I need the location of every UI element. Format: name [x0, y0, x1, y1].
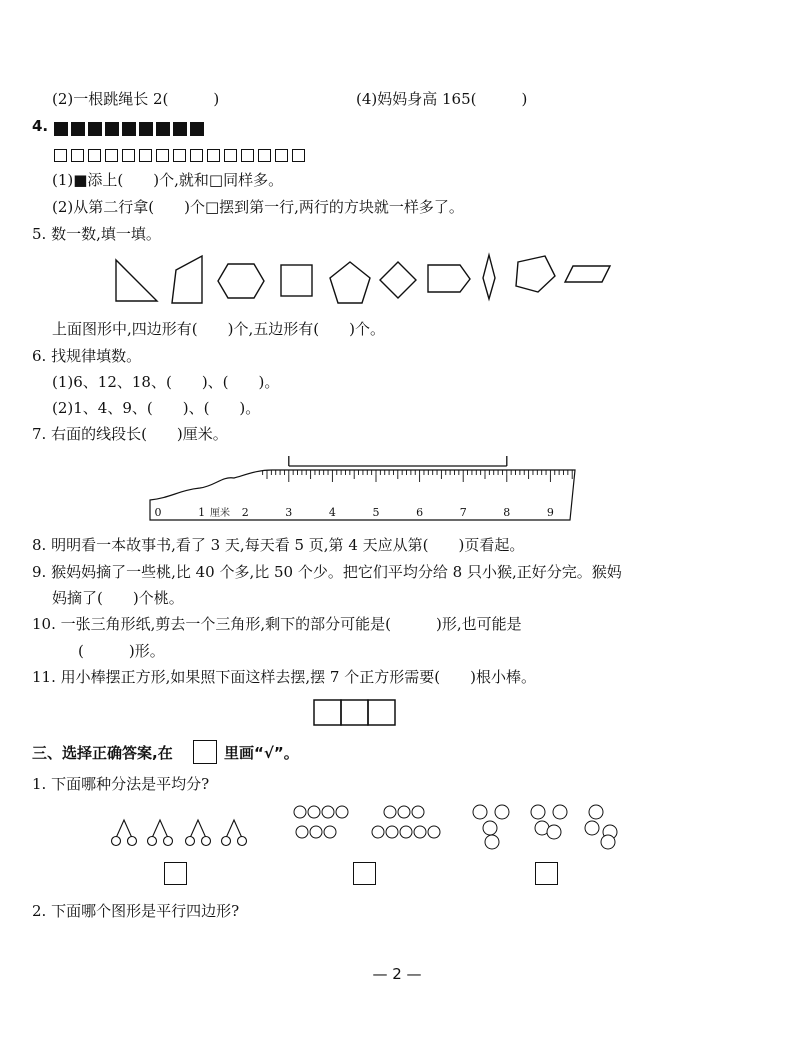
q3-item2: (2)一根跳绳长 2( )	[52, 90, 220, 108]
q11-text: 11. 用小棒摆正方形,如果照下面这样去摆,摆 7 个正方形需要( )根小棒。	[32, 668, 536, 686]
ruler-unit-label: 厘米	[210, 508, 230, 519]
q5-prompt: 5. 数一数,填一填。	[32, 225, 161, 243]
q9-line2: 妈摘了( )个桃。	[52, 589, 184, 607]
strawberries-icon	[294, 806, 440, 838]
page-number: — 2 —	[372, 965, 422, 983]
q6-prompt: 6. 找规律填数。	[32, 347, 142, 365]
q7-prompt: 7. 右面的线段长( )厘米。	[32, 425, 228, 443]
q10-line1: 10. 一张三角形纸,剪去一个三角形,剩下的部分可能是( )形,也可能是	[32, 615, 522, 633]
q10-line2: ( )形。	[78, 642, 165, 660]
ruler-label: 9	[546, 506, 554, 519]
s3q2-prompt: 2. 下面哪个图形是平行四边形?	[32, 902, 240, 920]
q4-line2: (2)从第二行拿( )个□摆到第一行,两行的方块就一样多了。	[52, 198, 464, 216]
q5-answer: 上面图形中,四边形有( )个,五边形有( )个。	[52, 320, 385, 338]
q6-line1: (1)6、12、18、( )、( )。	[52, 373, 280, 391]
s3q1-prompt: 1. 下面哪种分法是平均分?	[32, 775, 210, 793]
q9-line1: 9. 猴妈妈摘了一些桃,比 40 个多,比 50 个少。把它们平均分给 8 只小猴,正好分完。猴妈	[32, 563, 622, 581]
ruler-label: 7	[459, 506, 467, 519]
q4-line1: (1)■添上( )个,就和□同样多。	[52, 171, 284, 189]
ruler-label: 1	[198, 506, 206, 519]
ruler-label: 4	[328, 506, 336, 519]
ruler-label: 6	[416, 506, 424, 519]
apples-icon	[473, 805, 617, 849]
answer-box-apples[interactable]	[535, 862, 558, 885]
q8-text: 8. 明明看一本故事书,看了 3 天,每天看 5 页,第 4 天应从第( )页看起。	[32, 536, 525, 554]
q6-line2: (2)1、4、9、( )、( )。	[52, 399, 261, 417]
ruler-label: 8	[503, 506, 511, 519]
q3-item4: (4)妈妈身高 165( )	[356, 90, 528, 108]
ruler-label: 2	[241, 506, 249, 519]
section3-title-before: 三、选择正确答案,在	[32, 744, 173, 762]
q4-number: 4.	[32, 117, 49, 135]
ruler-label: 0	[154, 506, 162, 519]
answer-box-cherries[interactable]	[164, 862, 187, 885]
answer-box-strawberries[interactable]	[353, 862, 376, 885]
ruler-label: 3	[285, 506, 293, 519]
section3-title-after: 里画“√”。	[224, 744, 299, 762]
ruler-label: 5	[372, 506, 380, 519]
cherries-icon	[112, 820, 247, 846]
